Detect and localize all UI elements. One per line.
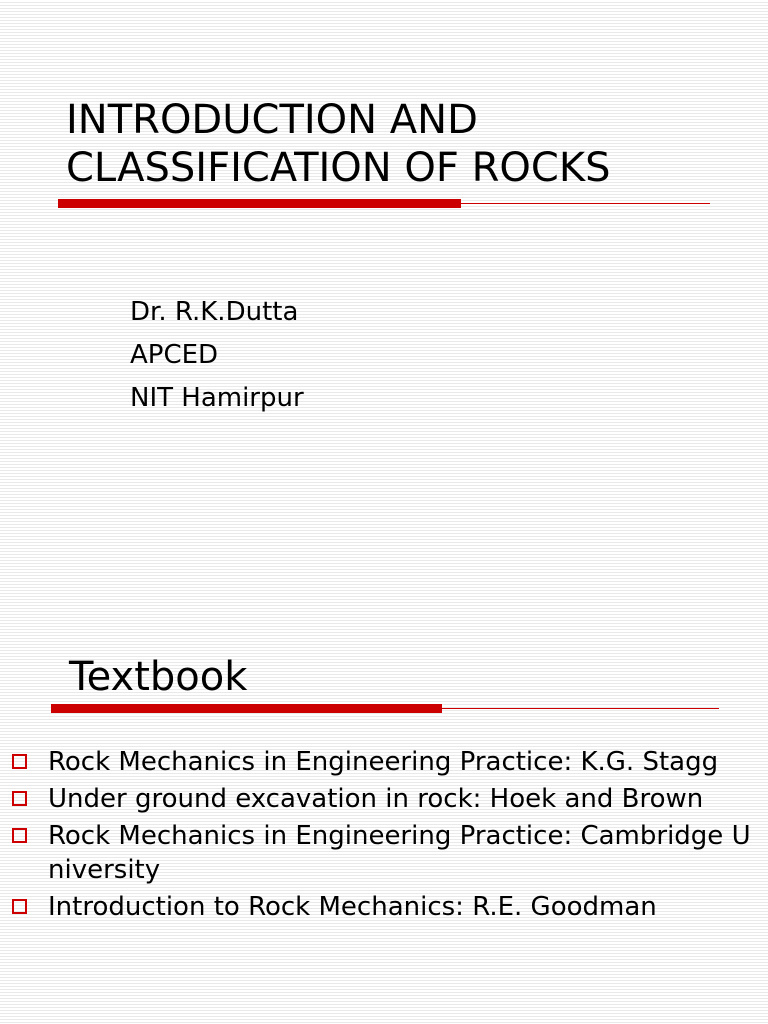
title-underline	[58, 203, 710, 204]
title-underline-thick	[58, 199, 461, 208]
square-bullet-icon	[12, 754, 27, 769]
list-item-text: Introduction to Rock Mechanics: R.E. Goodman	[48, 892, 657, 922]
square-bullet-icon	[12, 828, 27, 843]
author-name: Dr. R.K.Dutta	[130, 297, 299, 327]
textbook-title: Textbook	[69, 654, 248, 700]
list-item	[0, 890, 768, 924]
list-item-text: Rock Mechanics in Engineering Practice: Cambridge University	[48, 821, 751, 885]
square-bullet-icon	[12, 899, 27, 914]
author-block	[130, 291, 304, 420]
author-department: APCED	[130, 340, 219, 370]
textbook-list	[0, 745, 768, 927]
square-bullet-icon	[12, 791, 27, 806]
author-institution: NIT Hamirpur	[130, 383, 304, 413]
slide-title: INTRODUCTION AND CLASSIFICATION OF ROCKS	[66, 97, 611, 191]
textbook-underline-thick	[51, 704, 442, 713]
list-item	[0, 819, 768, 887]
textbook-underline	[51, 708, 719, 709]
list-item-text: Under ground excavation in rock: Hoek and Brown	[48, 784, 704, 814]
list-item	[0, 745, 768, 779]
list-item-text: Rock Mechanics in Engineering Practice: K.G. Stagg	[48, 747, 719, 777]
list-item	[0, 782, 768, 816]
